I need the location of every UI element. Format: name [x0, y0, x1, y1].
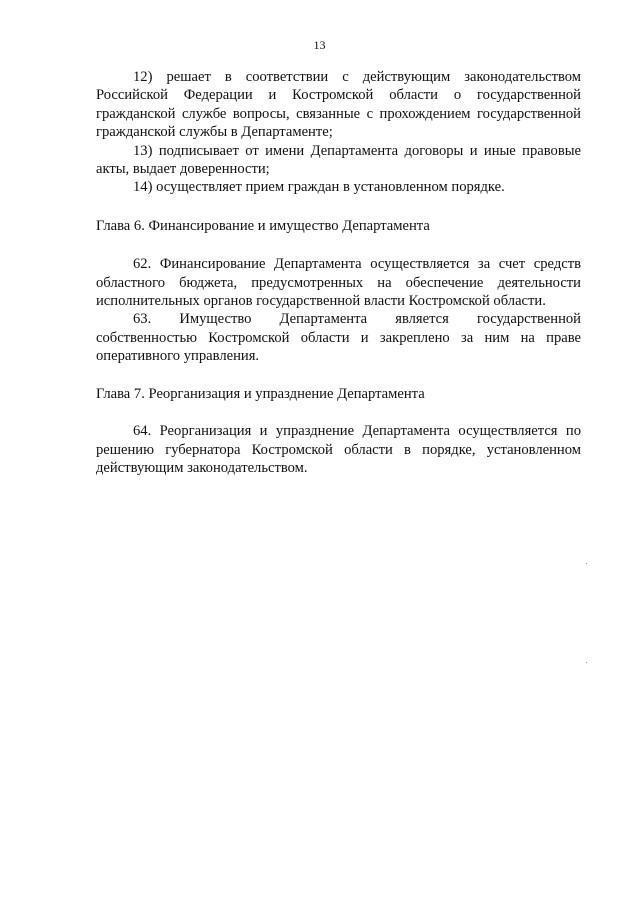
scan-speck [586, 662, 587, 663]
item-13: 13) подписывает от имени Департамента договоры и иные правовые акты, выдает доверенности; [96, 142, 581, 178]
clause-62: 62. Финансирование Департамента осуществляется за счет средств областного бюджета, предусмотренных на обеспечение деятельности исполнительных органов государственной власти Костромской области. [96, 256, 581, 310]
item-12: 12) решает в соответствии с действующим законодательством Российской Федерации и Костромской области о государственной гражданской службе вопросы, связанные с прохождением государственной гражданской службы в Департаменте; [96, 69, 581, 141]
chapter-7-heading: Глава 7. Реорганизация и упразднение Департамента [96, 385, 425, 402]
clause-63: 63. Имущество Департамента является государственной собственностью Костромской области и закреплено за ним на праве оперативного управления. [96, 311, 581, 365]
chapter-6-heading: Глава 6. Финансирование и имущество Департамента [96, 217, 430, 234]
clause-64: 64. Реорганизация и упразднение Департамента осуществляется по решению губернатора Костромской области в порядке, установленном действующим законодательством. [96, 423, 581, 476]
document-body [96, 68, 581, 477]
scan-speck [586, 563, 587, 564]
page-number: 13 [313, 38, 326, 52]
item-14: 14) осуществляет прием граждан в установленном порядке. [133, 179, 505, 196]
